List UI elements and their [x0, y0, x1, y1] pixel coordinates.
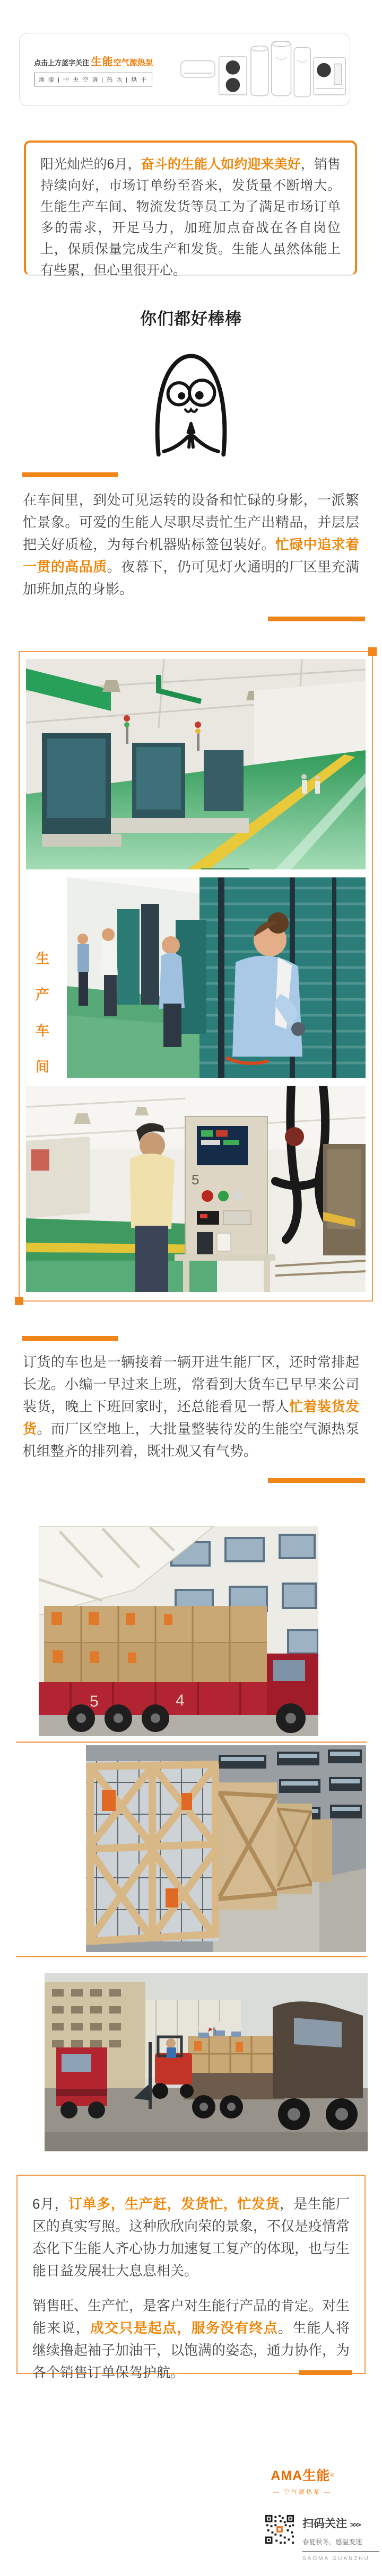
footer-slogan: 春夏秋冬，感温变速 [302, 2538, 362, 2546]
footer-scan-block [302, 2515, 382, 2562]
brand-name: 生能 [91, 56, 114, 68]
summary-paragraph-1: 6月，订单多，生产赶，发货忙，忙发货，是生能厂区的真实写照。这种欣欣向荣的景象，不仅是疫情常态化下生能人齐心协力加速复工复产的体现，也与生能日益发展壮大息息相关。 [32, 2196, 350, 2279]
workshop-vertical-label: 生 产 车 间 [35, 951, 49, 1075]
footer-logo-block [249, 2465, 355, 2496]
registered-mark: ® [330, 2472, 334, 2478]
forklift-loading-truck-photo [45, 1973, 368, 2151]
test-station-equipment-photo [26, 1086, 366, 1292]
svg-text:4: 4 [176, 1692, 185, 1709]
frame-corner-square-top [368, 647, 377, 656]
factory-assembly-line-photo [26, 659, 366, 869]
footer-logo-text: AMA生能 [271, 2468, 331, 2483]
shipping-paragraph: 订货的车也是一辆接着一辆开进生能厂区，还时常排起长龙。小编一早过来上班，常看到大货车已早早来公司装货，晚上下班回家时，还总能看见一帮人忙着装货发货。而厂区空地上，大批量整装待发的生能空气源热泵机组整齐的排列着，既壮观又有气势。 [23, 1354, 359, 1459]
summary-paragraph-2: 销售旺、生产忙，是客户对生能行产品的肯定。对生能来说，成交只是起点，服务没有终点。生能人将继续撸起袖子加油干，以饱满的姿态，通力协作，为各个销售订单保驾护航。 [32, 2298, 350, 2380]
praying-doodle-icon [149, 344, 233, 459]
orange-bar-right-1 [268, 617, 365, 621]
qr-code-icon [264, 2514, 295, 2545]
intro-highlight-box [24, 140, 357, 276]
section-title: 你们都好棒棒 [140, 310, 242, 328]
orange-bar-summary [299, 2370, 352, 2375]
footer-pinyin: SAOMA GUANZHU [302, 2556, 370, 2562]
loaded-red-truck-photo [39, 1526, 318, 1736]
svg-text:5: 5 [192, 1172, 199, 1188]
orange-bar-left-2 [22, 1336, 118, 1341]
svg-text:5: 5 [90, 1693, 99, 1710]
frame-corner-square-bottom [15, 1297, 23, 1305]
orange-bar-left-1 [22, 472, 118, 477]
banner-prefix: 点击上方蓝字关注 [34, 58, 90, 67]
footer-divider-line [302, 2551, 379, 2552]
footer-logo-subtitle: — 空气源热泵 — [273, 2489, 332, 2495]
brand-suffix: 空气源热泵 [113, 58, 153, 67]
orange-bar-right-2 [268, 1478, 365, 1483]
workshop-paragraph: 在车间里，到处可见运转的设备和忙碌的身影，一派繁忙景象。可爱的生能人尽职尽责忙生产出精品，并层层把关好质检，为每台机器贴标签包装好。忙碌中追求着一贯的高品质。夜幕下，仍可见灯火通明的厂区里充满加班加点的身影。 [23, 492, 359, 597]
product-tagline: 地 暖 | 中 央 空 调 | 热 水 | 烘 干 [34, 73, 152, 86]
orange-divider-2 [16, 1956, 367, 1957]
crated-units-rows-photo [86, 1745, 366, 1952]
workers-coil-line-photo [67, 877, 366, 1078]
banner-headline [34, 53, 180, 68]
banner-text-block [20, 53, 180, 86]
summary-box [16, 2175, 366, 2380]
follow-banner[interactable] [19, 33, 350, 106]
heat-pump-products-icon [180, 39, 350, 103]
orange-divider-1 [16, 1742, 367, 1743]
scan-follow-text: 扫码关注 [302, 2518, 347, 2530]
chevron-arrows-icon: >>> [350, 2520, 360, 2529]
intro-paragraph: 阳光灿烂的6月，奋斗的生能人如约迎来美好，销售持续向好，市场订单纷至沓来，发货量不断增大。生能生产车间、物流发货等员工为了满足市场订单多的需求，开足马力，加班加点奋战在各自岗位上，保质保量完成生产和发货。生能人虽然体能上有些累，但心里很开心。 [40, 157, 341, 278]
